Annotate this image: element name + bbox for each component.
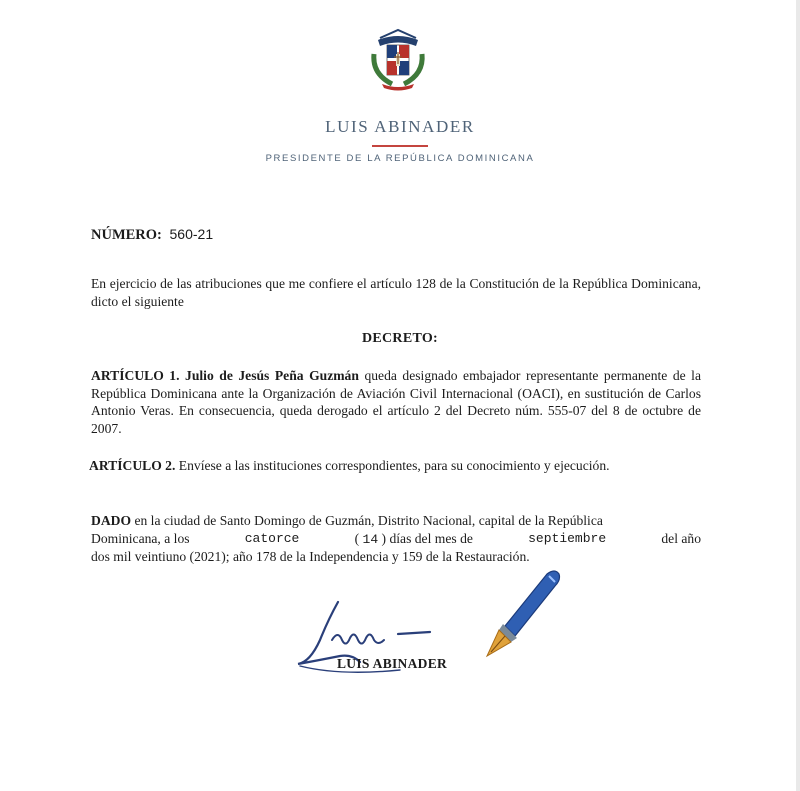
decree-number-value: 560-21 (169, 226, 214, 242)
page-edge (796, 0, 800, 791)
article-1-label: ARTÍCULO 1. (91, 368, 180, 383)
fountain-pen-icon (465, 560, 565, 660)
dado-label: DADO (91, 513, 132, 528)
dado-paragraph (91, 512, 701, 566)
article-1-text: queda designado embajador representante permanente de la República Dominicana ante la Organización de Aviación Civil Internacional (OACI), en sustitución de Carlos Antonio Veras. En consecuencia, queda derogado el artículo 2 del Decreto núm. 555-07 del 8 de octubre de 2007. (91, 368, 701, 436)
date-fill-line (91, 530, 701, 549)
decree-number-label: NÚMERO: (91, 227, 162, 243)
article-1 (91, 367, 701, 437)
header-divider (372, 145, 428, 147)
coat-of-arms-seal (362, 24, 434, 96)
dado-a-los: Dominicana, a los (91, 530, 190, 546)
decree-number (91, 226, 213, 244)
day-in-words: catorce (244, 530, 300, 546)
dado-line-1: en la ciudad de Santo Domingo de Guzmán, Distrito Nacional, capital de la República (134, 513, 603, 528)
day-open-paren: ( (354, 530, 360, 546)
month-name: septiembre (528, 530, 607, 546)
day-close-paren: ) (381, 530, 387, 546)
day-number: 14 (362, 531, 379, 547)
signer-name: LUIS ABINADER (337, 656, 448, 671)
decree-heading: DECRETO: (361, 331, 439, 346)
article-2-text: Envíese a las instituciones correspondientes, para su conocimiento y ejecución. (178, 458, 610, 473)
president-title: PRESIDENTE DE LA REPÚBLICA DOMINICANA (265, 153, 535, 164)
article-2-label: ARTÍCULO 2. (89, 458, 176, 473)
article-2 (89, 457, 709, 475)
dias-del-mes: días del mes de (389, 530, 473, 546)
article-1-appointee: Julio de Jesús Peña Guzmán (185, 368, 359, 383)
intro-paragraph: En ejercicio de las atribuciones que me confiere el artículo 128 de la Constitución de la República Dominicana, dicto el siguiente (91, 276, 701, 309)
del-ano: del año (661, 530, 701, 546)
dado-line-3: dos mil veintiuno (2021); año 178 de la Independencia y 159 de la Restauración. (91, 549, 530, 565)
president-name: LUIS ABINADER (325, 117, 475, 136)
